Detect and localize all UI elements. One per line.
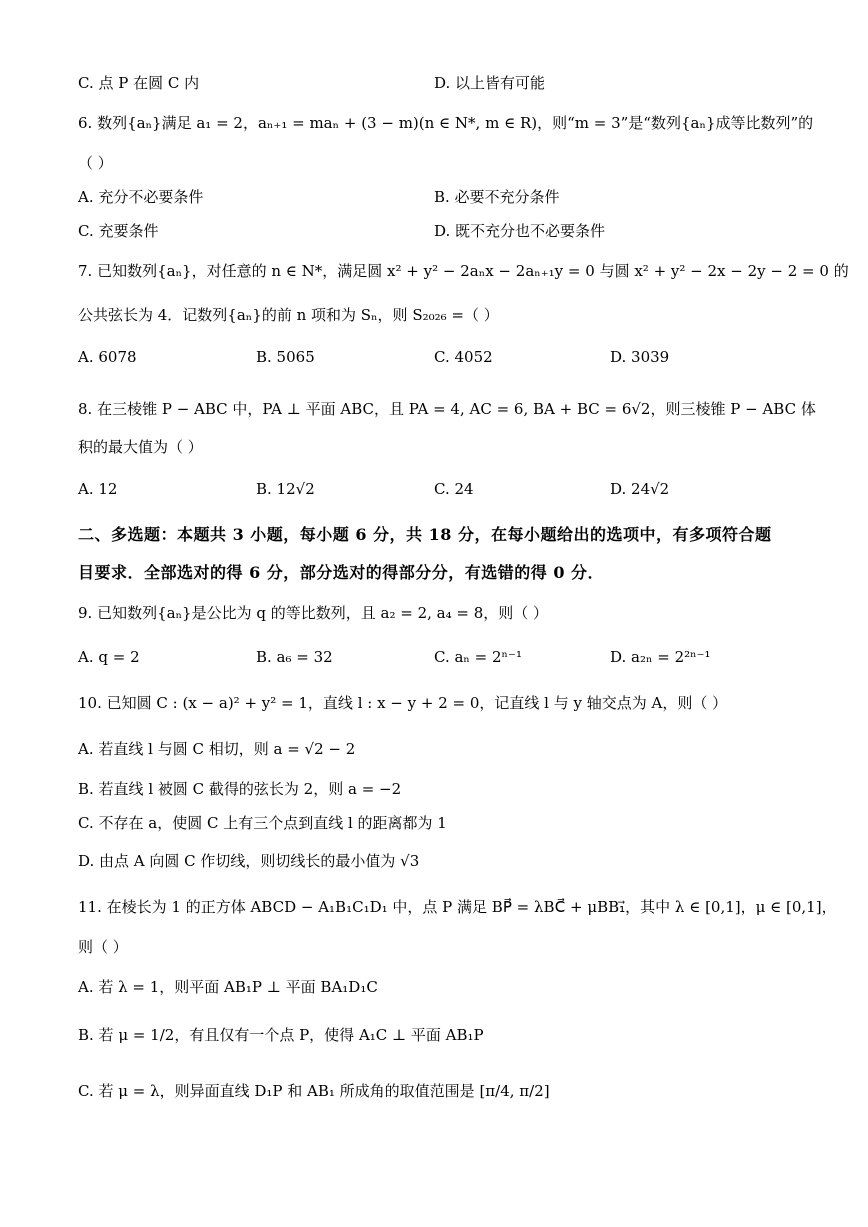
q8-option-b: B. 12√2 <box>256 480 315 498</box>
q10-stem: 10. 已知圆 C : (x − a)² + y² = 1，直线 l : x − y + 2 = 0，记直线 l 与 y 轴交点为 A，则（ ） <box>78 694 728 712</box>
q11-option-b: B. 若 μ = 1/2，有且仅有一个点 P，使得 A₁C ⊥ 平面 AB₁P <box>78 1026 484 1044</box>
q9-stem: 9. 已知数列{aₙ}是公比为 q 的等比数列，且 a₂ = 2, a₄ = 8，则（ ） <box>78 604 549 622</box>
q7-option-d: D. 3039 <box>610 348 670 366</box>
q7-stem-2: 公共弦长为 4．记数列{aₙ}的前 n 项和为 Sₙ，则 S₂₀₂₆ =（ ） <box>78 306 499 324</box>
q8-option-a: A. 12 <box>78 480 118 498</box>
q11-option-c: C. 若 μ = λ，则异面直线 D₁P 和 AB₁ 所成角的取值范围是 [π/4, π/2] <box>78 1082 550 1100</box>
q6-option-b: B. 必要不充分条件 <box>434 188 560 206</box>
q7-stem-1: 7. 已知数列{aₙ}，对任意的 n ∈ N*，满足圆 x² + y² − 2aₙx − 2aₙ₊₁y = 0 与圆 x² + y² − 2x − 2y − 2 = 0 的 <box>78 262 849 280</box>
q7-option-b: B. 5065 <box>256 348 315 366</box>
q11-stem-2: 则（ ） <box>78 938 128 956</box>
q6-option-a: A. 充分不必要条件 <box>78 188 204 206</box>
q6-option-c: C. 充要条件 <box>78 222 159 240</box>
q8-option-c: C. 24 <box>434 480 474 498</box>
q6-option-d: D. 既不充分也不必要条件 <box>434 222 606 240</box>
q5-option-d: D. 以上皆有可能 <box>434 74 546 92</box>
q9-option-d: D. a₂ₙ = 2²ⁿ⁻¹ <box>610 648 711 666</box>
q9-option-c: C. aₙ = 2ⁿ⁻¹ <box>434 648 522 666</box>
q8-option-d: D. 24√2 <box>610 480 670 498</box>
q7-option-c: C. 4052 <box>434 348 493 366</box>
q11-stem-1: 11. 在棱长为 1 的正方体 ABCD − A₁B₁C₁D₁ 中，点 P 满足 BP⃗ = λBC⃗ + μBB₁⃗，其中 λ ∈ [0,1]，μ ∈ [0,1]， <box>78 898 837 916</box>
q10-option-a: A. 若直线 l 与圆 C 相切，则 a = √2 − 2 <box>78 740 356 758</box>
q10-option-c: C. 不存在 a，使圆 C 上有三个点到直线 l 的距离都为 1 <box>78 814 447 832</box>
q8-stem-1: 8. 在三棱锥 P − ABC 中，PA ⊥ 平面 ABC，且 PA = 4, AC = 6, BA + BC = 6√2，则三棱锥 P − ABC 体 <box>78 400 816 418</box>
q8-stem-2: 积的最大值为（ ） <box>78 438 203 456</box>
section-2-heading-line-2: 目要求．全部选对的得 6 分，部分选对的得部分分，有选错的得 0 分． <box>78 563 605 582</box>
q11-option-a: A. 若 λ = 1，则平面 AB₁P ⊥ 平面 BA₁D₁C <box>78 978 378 996</box>
q6-paren: （ ） <box>78 154 113 172</box>
q10-option-d: D. 由点 A 向圆 C 作切线，则切线长的最小值为 √3 <box>78 852 420 870</box>
q9-option-a: A. q = 2 <box>78 648 140 666</box>
q7-option-a: A. 6078 <box>78 348 137 366</box>
q9-option-b: B. a₆ = 32 <box>256 648 333 666</box>
section-2-heading-line-1: 二、多选题：本题共 3 小题，每小题 6 分，共 18 分，在每小题给出的选项中，有多项符合题 <box>78 525 772 544</box>
q6-stem: 6. 数列{aₙ}满足 a₁ = 2，aₙ₊₁ = maₙ + (3 − m)(n ∈ N*, m ∈ R)，则“m = 3”是“数列{aₙ}成等比数列”的 <box>78 114 814 132</box>
q5-option-c: C. 点 P 在圆 C 内 <box>78 74 200 92</box>
q10-option-b: B. 若直线 l 被圆 C 截得的弦长为 2，则 a = −2 <box>78 780 402 798</box>
